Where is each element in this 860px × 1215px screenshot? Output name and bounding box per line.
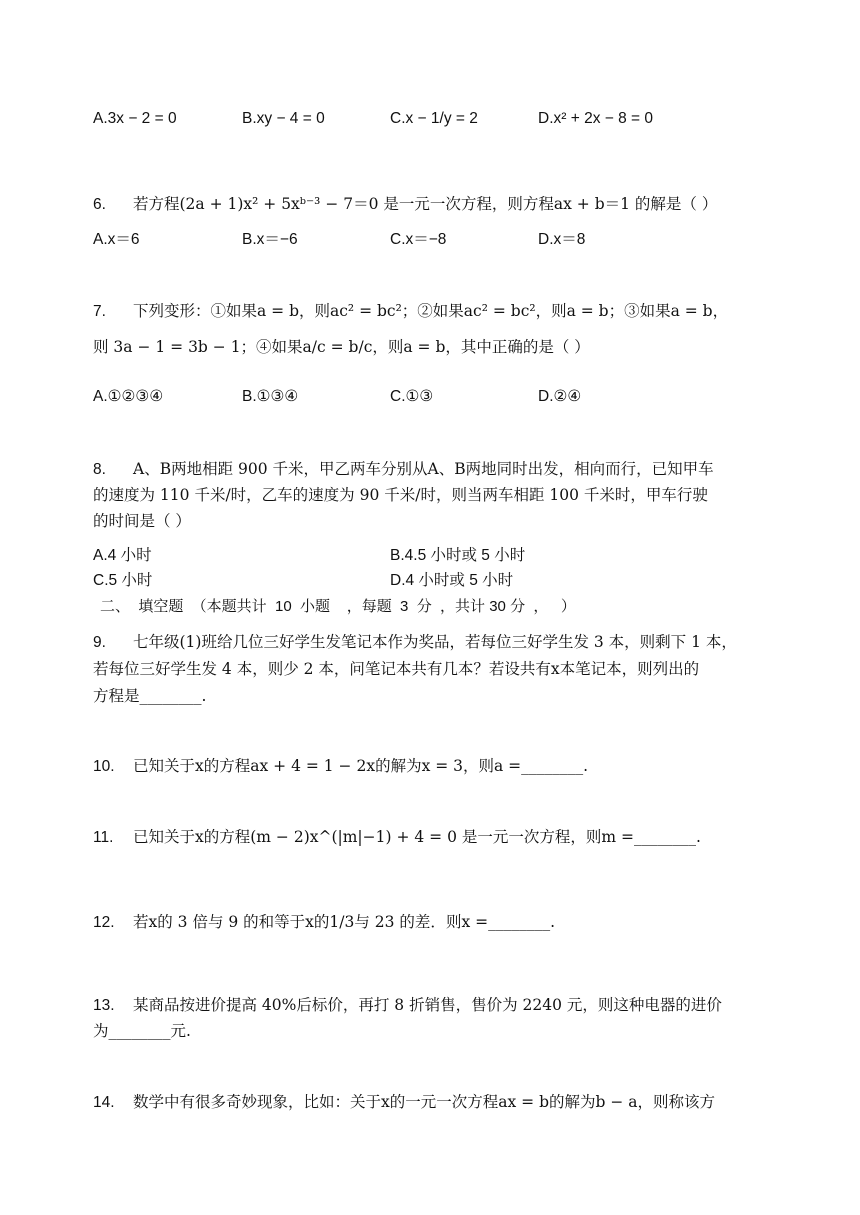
q6-option-b[interactable]: B.x＝−6 <box>242 231 298 248</box>
q8-number: 8. <box>93 461 106 478</box>
q5-option-a[interactable]: A.3x − 2 = 0 <box>93 110 177 127</box>
q14-number: 14. <box>93 1094 115 1111</box>
q10-text: 已知关于x的方程ax + 4 = 1 − 2x的解为x = 3，则a =________. <box>133 757 589 775</box>
q5-option-d[interactable]: D.x² + 2x − 8 = 0 <box>538 110 654 127</box>
q12-stem <box>93 911 555 934</box>
q13-stem-line2: 为________元. <box>93 1022 191 1040</box>
q5-option-c[interactable]: C.x − 1/y = 2 <box>390 110 478 127</box>
q7-stem-line1 <box>93 300 728 323</box>
q8-option-c[interactable]: C.5 小时 <box>93 572 153 589</box>
q7-option-b[interactable]: B.①③④ <box>242 388 299 405</box>
q8-option-d[interactable]: D.4 小时或 5 小时 <box>390 572 514 589</box>
q8-stem-line2: 的速度为 110 千米/时，乙车的速度为 90 千米/时，则当两车相距 100 千米时，甲车行驶 <box>93 486 708 504</box>
q9-number: 9. <box>93 634 106 651</box>
q8-option-b[interactable]: B.4.5 小时或 5 小时 <box>390 547 526 564</box>
q5-option-b[interactable]: B.xy − 4 = 0 <box>242 110 325 127</box>
q6-text: 若方程(2a + 1)x² + 5xᵇ⁻³ − 7＝0 是一元一次方程，则方程ax + b＝1 的解是（ ） <box>133 195 718 213</box>
q8-stem-line1 <box>93 458 714 481</box>
q8-stem-line3: 的时间是（ ） <box>93 512 191 530</box>
q7-option-a[interactable]: A.①②③④ <box>93 388 164 405</box>
q7-text-1: 下列变形：①如果a = b，则ac² = bc²；②如果ac² = bc²，则a = b；③如果a = b， <box>133 302 729 320</box>
q13-text-1: 某商品按进价提高 40%后标价，再打 8 折销售，售价为 2240 元，则这种电器的进价 <box>133 996 722 1014</box>
q11-text: 已知关于x的方程(m − 2)x^(|m|−1) + 4 = 0 是一元一次方程，则m =________. <box>133 828 701 846</box>
q11-number: 11. <box>93 829 114 846</box>
q9-text-1: 七年级(1)班给几位三好学生发笔记本作为奖品，若每位三好学生发 3 本，则剩下 1 本， <box>133 633 737 651</box>
q8-option-a[interactable]: A.4 小时 <box>93 547 152 564</box>
q6-option-c[interactable]: C.x＝−8 <box>390 231 447 248</box>
q14-text: 数学中有很多奇妙现象，比如：关于x的一元一次方程ax = b的解为b − a，则称该方 <box>133 1093 715 1111</box>
q14-stem <box>93 1091 715 1114</box>
q7-number: 7. <box>93 303 106 320</box>
q13-number: 13. <box>93 997 115 1014</box>
q6-option-a[interactable]: A.x＝6 <box>93 231 140 248</box>
section-heading-fill-blank: 二、 填空题 （本题共计 10 小题 ，每题 3 分 ，共计 30 分 ， ） <box>100 598 576 615</box>
q7-option-c[interactable]: C.①③ <box>390 388 434 405</box>
q10-stem <box>93 755 588 778</box>
q9-stem-line1 <box>93 631 737 654</box>
q7-option-d[interactable]: D.②④ <box>538 388 582 405</box>
q12-number: 12. <box>93 914 115 931</box>
q6-stem <box>93 193 717 216</box>
q10-number: 10. <box>93 758 115 775</box>
q7-stem-line2: 则 3a − 1 = 3b − 1；④如果a/c = b/c，则a = b，其中正确的是（ ） <box>93 338 590 356</box>
q8-text-1: A、B两地相距 900 千米，甲乙两车分别从A、B两地同时出发，相向而行，已知甲车 <box>133 460 714 478</box>
q13-stem-line1 <box>93 994 722 1017</box>
q11-stem <box>93 826 701 849</box>
q6-number: 6. <box>93 196 106 213</box>
q12-text: 若x的 3 倍与 9 的和等于x的1/3与 23 的差．则x =________. <box>133 913 556 931</box>
q9-stem-line3: 方程是________. <box>93 687 207 705</box>
q9-stem-line2: 若每位三好学生发 4 本，则少 2 本，问笔记本共有几本？若设共有x本笔记本，则列出的 <box>93 660 700 678</box>
q6-option-d[interactable]: D.x＝8 <box>538 231 586 248</box>
